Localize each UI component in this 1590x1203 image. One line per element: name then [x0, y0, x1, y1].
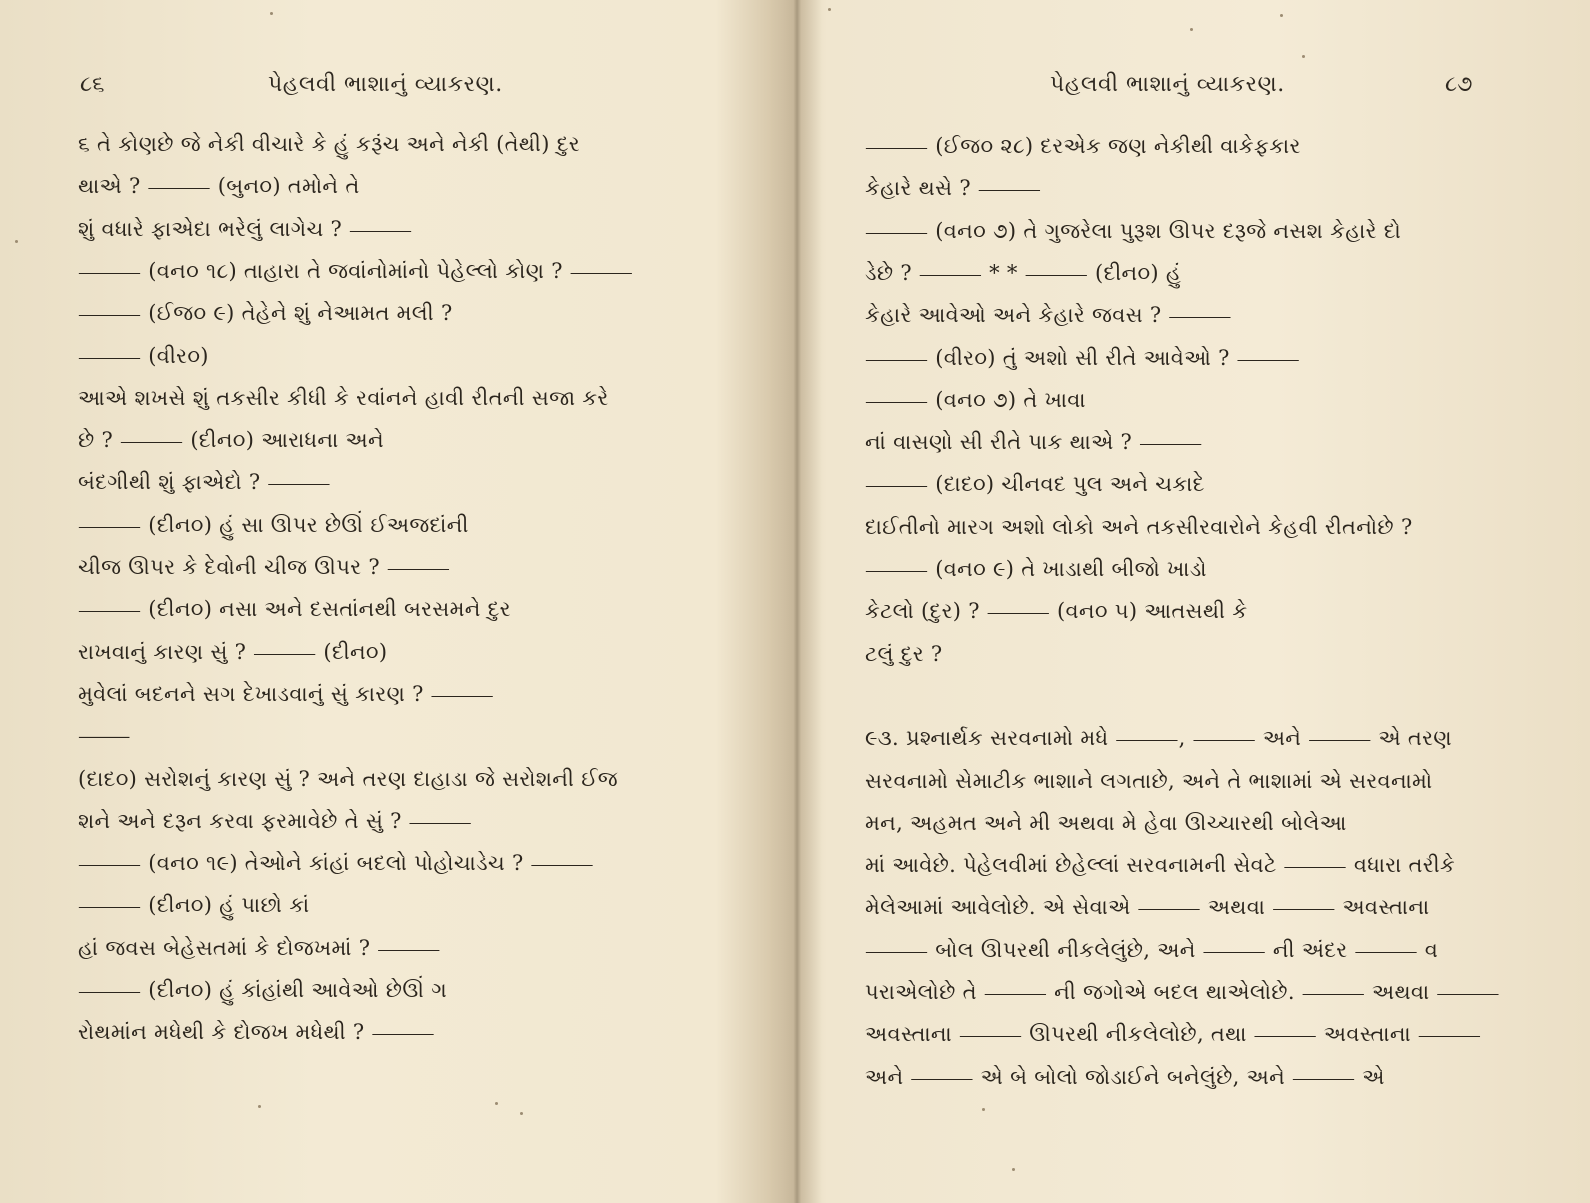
- text-line: ૬ તે કોણછે જે નેકી વીચારે કે હું કરૂંચ અને નેકી (તેથી) દુર: [78, 132, 580, 156]
- right-running-head: પેહલવી ભાશાનું વ્યાકરણ.: [1050, 72, 1285, 97]
- text-line: છે ? ⸻ (દીન૦) આરાધના અને: [78, 428, 384, 453]
- paper-speck: [828, 8, 831, 11]
- text-line: ⸻ (દાદ૦) ચીનવદ પુલ અને ચકાદે: [865, 472, 1205, 497]
- left-page: [0, 0, 785, 1203]
- text-line: ⸻ (વન૦ ૧૯) તેઓને કાંહાં બદલો પોહોચાડેચ ? ⸻: [78, 851, 594, 876]
- text-line: રોથમાંન મધેથી કે દોજખ મધેથી ? ⸻: [78, 1020, 435, 1045]
- text-line: આએ શખસે શું તકસીર કીધી કે રવાંનને હાવી રીતની સજા કરે: [78, 385, 609, 410]
- text-line: શું વધારે ફાએદા ભરેલું લાગેચ ? ⸻: [78, 216, 413, 241]
- text-line: ⸻: [78, 724, 131, 749]
- text-line: ડેછે ? ⸻ * * ⸻ (દીન૦) હું: [865, 260, 1182, 285]
- paper-speck: [495, 1102, 498, 1105]
- paper-speck: [520, 1112, 523, 1115]
- paper-speck: [270, 12, 273, 15]
- paper-speck: [15, 240, 18, 243]
- text-line: કેટલો (દુર) ? ⸻ (વન૦ ૫) આતસથી કે: [865, 599, 1248, 624]
- text-line: ટલું દુર ?: [865, 641, 943, 666]
- text-line: ⸻ (દીન૦) હું સા ઊપર છેઊં ઈઅજદાંની: [78, 512, 469, 537]
- text-line: ચીજ ઊપર કે દેવોની ચીજ ઊપર ? ⸻: [78, 555, 451, 579]
- text-line: રાખવાનું કારણ સું ? ⸻ (દીન૦): [78, 639, 388, 664]
- text-line: પરાએલોછે તે ⸻ ની જગોએ બદલ થાએલોછે. ⸻ અથવા ⸻: [865, 980, 1500, 1004]
- text-line: મુવેલાં બદનને સગ દેખાડવાનું સું કારણ ? ⸻: [78, 681, 494, 706]
- text-line: ⸻ બોલ ઊપરથી નીકલેલુંછે, અને ⸻ ની અંદર ⸻ વ: [865, 937, 1439, 962]
- text-line: ⸻ (વીર૦): [78, 343, 209, 368]
- text-line: ⸻ (વન૦ ૧૮) તાહારા તે જવાંનોમાંનો પેહેલ્લો કોણ ? ⸻: [78, 258, 634, 283]
- text-line: શને અને દરૂન કરવા ફરમાવેછે તે સું ? ⸻: [78, 808, 472, 833]
- paper-speck: [258, 1105, 261, 1108]
- text-line: કેહારે થસે ? ⸻: [865, 176, 1042, 201]
- text-line: હાં જવસ બેહેસતમાં કે દોજખમાં ? ⸻: [78, 935, 441, 960]
- text-line: ⸻ (ઈજ૦ ૨૮) દરએક જણ નેકીથી વાકેફકાર: [865, 134, 1301, 158]
- paper-speck: [982, 1108, 985, 1111]
- text-line: થાએ ? ⸻ (બુન૦) તમોને તે: [78, 174, 360, 199]
- text-line: અને ⸻ એ બે બોલો જોડાઈને બનેલુંછે, અને ⸻ એ: [865, 1064, 1385, 1089]
- text-line: માં આવેછે. પેહેલવીમાં છેહેલ્લાં સરવનામની સેવટે ⸻ વધારા તરીકે: [865, 853, 1456, 878]
- text-line: અવસ્તાના ⸻ ઊપરથી નીકલેલોછે, તથા ⸻ અવસ્તાના ⸻: [865, 1022, 1482, 1047]
- paper-speck: [1302, 55, 1305, 58]
- text-line: ⸻ (દીન૦) નસા અને દસતાંનથી બરસમને દુર: [78, 597, 511, 622]
- text-line: ⸻ (દીન૦) હું પાછો કાં: [78, 893, 310, 918]
- right-page: [810, 0, 1590, 1203]
- text-line: ⸻ (ઈજ૦ ૯) તેહેને શું નેઆમત મલી ?: [78, 301, 453, 326]
- text-line: દાઈતીનો મારગ અશો લોકો અને તકસીરવારોને કેહવી રીતનોછે ?: [865, 514, 1413, 539]
- text-line: ⸻ (વીર૦) તું અશો સી રીતે આવેઓ ? ⸻: [865, 345, 1300, 370]
- left-running-head: પેહલવી ભાશાનું વ્યાકરણ.: [268, 72, 503, 97]
- text-line: બંદગીથી શું ફાએદો ? ⸻: [78, 470, 331, 495]
- text-line: (દાદ૦) સરોશનું કારણ સું ? અને તરણ દાહાડા જે સરોશની ઈજ: [78, 766, 618, 791]
- text-line: મેલેઆમાં આવેલોછે. એ સેવાએ ⸻ અથવા ⸻ અવસ્તાના: [865, 895, 1430, 920]
- text-line: સરવનામો સેમાટીક ભાશાને લગતાછે, અને તે ભાશામાં એ સરવનામો: [865, 768, 1433, 793]
- left-page-number: ૮૬: [80, 72, 105, 97]
- text-line: ⸻ (વન૦ ૭) તે ખાવા: [865, 387, 1086, 412]
- right-page-number: ૮૭: [1445, 72, 1473, 97]
- text-line: ⸻ (દીન૦) હું કાંહાંથી આવેઓ છેઊં ગ: [78, 978, 447, 1002]
- paper-speck: [1012, 1168, 1015, 1171]
- text-line: મન, અહમત અને મી અથવા મે હેવા ઊચ્ચારથી બોલેઆ: [865, 810, 1347, 835]
- text-line: ૯૩. પ્રશ્નાર્થક સરવનામો મધે ⸻, ⸻ અને ⸻ એ તરણ: [865, 726, 1452, 751]
- text-line: કેહારે આવેઓ અને કેહારે જવસ ? ⸻: [865, 303, 1232, 328]
- text-line: નાં વાસણો સી રીતે પાક થાએ ? ⸻: [865, 430, 1203, 455]
- paper-speck: [1280, 14, 1283, 17]
- paper-speck: [1190, 28, 1193, 31]
- text-line: ⸻ (વન૦ ૯) તે ખાડાથી બીજો ખાડો: [865, 557, 1207, 581]
- text-line: ⸻ (વન૦ ૭) તે ગુજરેલા પુરૂશ ઊપર દરૂજે નસશ કેહારે દો: [865, 218, 1402, 243]
